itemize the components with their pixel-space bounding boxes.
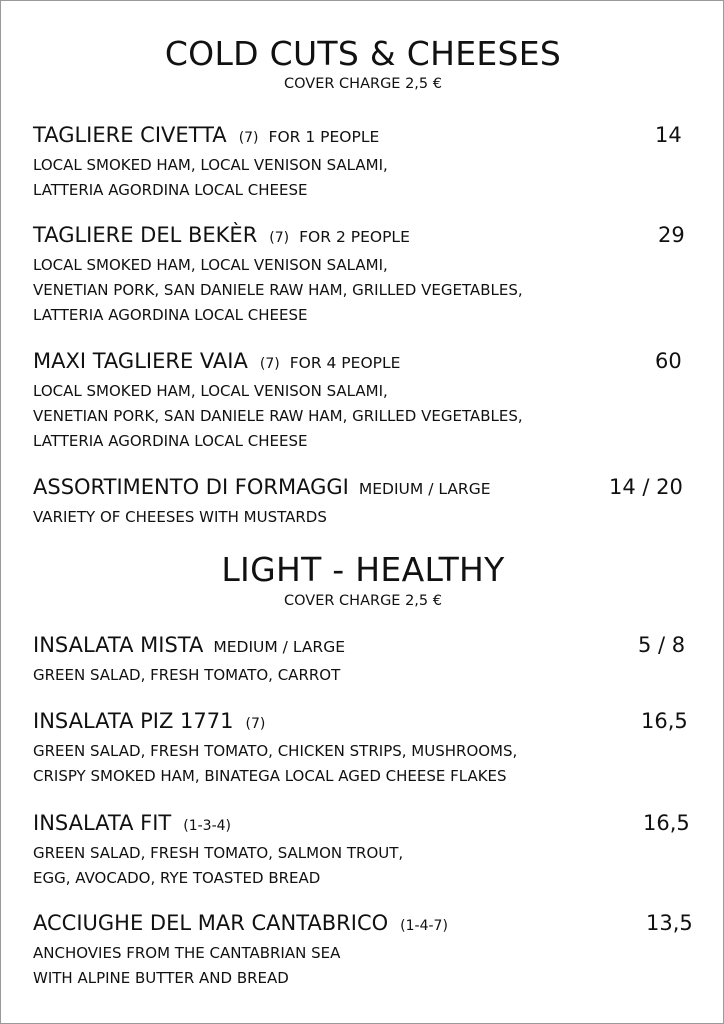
cover-charge: COVER CHARGE 2,5 € [284,593,442,609]
item-note: FOR 4 PEOPLE [289,354,401,372]
menu-item [33,709,693,789]
menu-item [33,349,693,454]
item-price: 14 [655,123,682,147]
item-price: 29 [658,223,685,247]
item-name: MAXI TAGLIERE VAIA [33,349,248,373]
item-description: VARIETY OF CHEESES WITH MUSTARDS [33,508,327,526]
item-price: 60 [655,349,682,373]
cover-charge: COVER CHARGE 2,5 € [284,76,442,92]
item-description: LOCAL SMOKED HAM, LOCAL VENISON SALAMI, LATTERIA AGORDINA LOCAL CHEESE [33,156,388,199]
item-allergens: (1-3-4) [183,818,231,834]
item-allergens: (7) [245,716,266,732]
item-allergens: (7) [238,130,259,146]
item-name: INSALATA PIZ 1771 [33,709,234,733]
item-name: INSALATA MISTA [33,633,204,657]
item-name: TAGLIERE DEL BEKÈR [33,223,258,247]
item-note: MEDIUM / LARGE [358,480,491,498]
item-note: FOR 2 PEOPLE [299,228,410,246]
item-description: GREEN SALAD, FRESH TOMATO, CHICKEN STRIPS, MUSHROOMS, CRISPY SMOKED HAM, BINATEGA LOCAL AGED CHEESE FLAKES [33,742,518,785]
menu-item [33,811,693,891]
item-name: TAGLIERE CIVETTA [33,123,227,147]
item-name: INSALATA FIT [33,811,172,835]
menu-item [33,123,693,203]
section-title-cold-cuts: COLD CUTS & CHEESES [164,34,562,73]
menu-item [33,475,693,530]
item-price: 13,5 [646,911,693,935]
item-name: ACCIUGHE DEL MAR CANTABRICO [33,911,389,935]
menu-item [33,911,693,991]
item-price: 5 / 8 [638,633,686,657]
menu-item [33,223,693,328]
item-allergens: (1-4-7) [400,918,448,934]
item-name: ASSORTIMENTO DI FORMAGGI [33,475,349,499]
item-description: LOCAL SMOKED HAM, LOCAL VENISON SALAMI, VENETIAN PORK, SAN DANIELE RAW HAM, GRILLED VEGETABLES, LATTERIA AGORDINA LOCAL CHEESE [33,256,523,324]
item-price: 16,5 [643,811,690,835]
item-description: GREEN SALAD, FRESH TOMATO, CARROT [33,666,341,684]
item-description: GREEN SALAD, FRESH TOMATO, SALMON TROUT, EGG, AVOCADO, RYE TOASTED BREAD [33,844,404,887]
section-title-light-healthy: LIGHT - HEALTHY [221,550,505,589]
item-description: LOCAL SMOKED HAM, LOCAL VENISON SALAMI, VENETIAN PORK, SAN DANIELE RAW HAM, GRILLED VEGETABLES, LATTERIA AGORDINA LOCAL CHEESE [33,382,523,450]
item-description: ANCHOVIES FROM THE CANTABRIAN SEA WITH ALPINE BUTTER AND BREAD [33,944,341,987]
menu-item [33,633,693,688]
item-note: MEDIUM / LARGE [213,638,345,656]
item-note: FOR 1 PEOPLE [268,128,380,146]
item-price: 14 / 20 [609,475,683,499]
item-price: 16,5 [641,709,688,733]
item-allergens: (7) [269,230,290,246]
item-allergens: (7) [259,356,280,372]
